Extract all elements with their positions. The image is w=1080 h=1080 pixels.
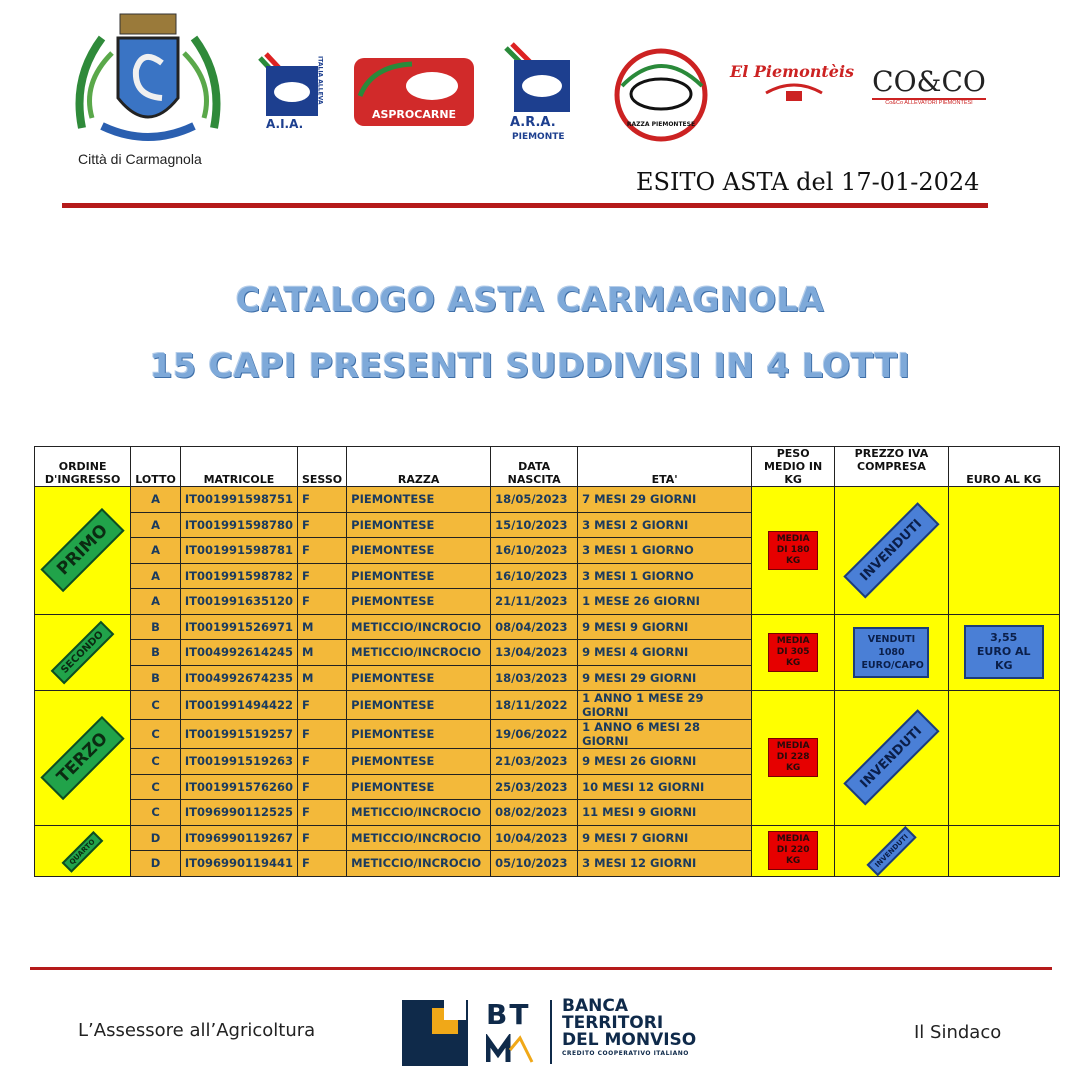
ara-logo [500,42,584,142]
bank-icon [402,1000,468,1066]
eta-cell: 1 ANNO 6 MESI 28 GIORNI [578,720,752,749]
matricola-cell: IT096990119267 [180,825,297,851]
lotto-cell: C [131,749,181,775]
eta-cell: 9 MESI 9 GIORNI [578,614,752,640]
razza-cell: PIEMONTESE [347,720,491,749]
coco-logo [872,66,986,118]
matricola-cell: IT001991519257 [180,720,297,749]
matricola-cell: IT001991576260 [180,774,297,800]
asprocarne-logo [352,56,476,128]
sesso-cell: F [298,538,347,564]
el-piemonteis-logo [730,62,856,110]
prezzo-badge: INVENDUTI [866,826,916,876]
ara-region: PIEMONTE [512,132,565,142]
bank-line3: DEL MONVISO [562,1030,697,1050]
auction-table [34,446,1060,877]
razza-cell: PIEMONTESE [347,774,491,800]
data-nascita-cell: 21/11/2023 [491,589,578,615]
data-nascita-cell: 16/10/2023 [491,538,578,564]
lotto-cell: B [131,614,181,640]
peso-badge: MEDIA DI 305 KG [768,633,818,672]
euro-kg-cell [948,825,1059,876]
sesso-cell: F [298,774,347,800]
footer-rule [30,967,1052,970]
lotto-cell: B [131,640,181,666]
razza-cell: PIEMONTESE [347,563,491,589]
bank-line1: BANCA [562,996,628,1016]
header-eta: ETA' [578,447,752,487]
aia-label: A.I.A. [266,117,304,131]
sesso-cell: M [298,640,347,666]
peso-cell [752,614,835,691]
sesso-cell: F [298,487,347,513]
sesso-cell: F [298,563,347,589]
eta-cell: 9 MESI 26 GIORNI [578,749,752,775]
catalog-title: CATALOGO ASTA CARMAGNOLA [235,280,825,319]
asprocarne-label: ASPROCARNE [371,108,457,121]
lotto-cell: A [131,512,181,538]
peso-cell [752,825,835,876]
lotto-cell: C [131,800,181,826]
lotto-cell: A [131,487,181,513]
eta-cell: 9 MESI 29 GIORNI [578,665,752,691]
bank-sub: CREDITO COOPERATIVO ITALIANO [562,1050,689,1057]
header-euro-kg: EURO AL KG [948,447,1059,487]
sesso-cell: F [298,749,347,775]
ordine-cell [35,825,131,876]
eta-cell: 9 MESI 4 GIORNI [578,640,752,666]
prezzo-cell [835,691,949,826]
data-nascita-cell: 08/02/2023 [491,800,578,826]
eta-cell: 1 MESE 26 GIORNI [578,589,752,615]
razza-cell: METICCIO/INCROCIO [347,614,491,640]
ordine-cell [35,691,131,826]
lotto-cell: A [131,589,181,615]
matricola-cell: IT001991598781 [180,538,297,564]
euro-kg-badge: 3,55 EURO AL KG [964,625,1044,679]
bank-line2: TERRITORI [562,1013,664,1033]
matricola-cell: IT001991494422 [180,691,297,720]
sesso-cell: F [298,589,347,615]
header-matricole: MATRICOLE [180,447,297,487]
ordine-badge: QUARTO [62,831,103,872]
lotto-cell: D [131,851,181,877]
header-sesso: SESSO [298,447,347,487]
data-nascita-cell: 18/05/2023 [491,487,578,513]
matricola-cell: IT001991598782 [180,563,297,589]
razza-cell: METICCIO/INCROCIO [347,640,491,666]
sesso-cell: M [298,665,347,691]
bank-m-icon [486,1034,536,1064]
prezzo-cell [835,825,949,876]
lotto-cell: C [131,774,181,800]
header-ordine: ORDINE D'INGRESSO [35,447,131,487]
data-nascita-cell: 13/04/2023 [491,640,578,666]
eta-cell: 7 MESI 29 GIORNI [578,487,752,513]
sesso-cell: M [298,614,347,640]
matricola-cell: IT096990119441 [180,851,297,877]
sindaco-label: Il Sindaco [914,1022,1002,1043]
table-row [35,691,1060,720]
matricola-cell: IT001991526971 [180,614,297,640]
matricola-cell: IT004992674235 [180,665,297,691]
peso-cell [752,691,835,826]
razza-cell: METICCIO/INCROCIO [347,800,491,826]
prezzo-badge: VENDUTI 1080 EURO/CAPO [853,627,929,678]
razza-cell: PIEMONTESE [347,749,491,775]
header-rule [62,203,988,208]
coco-mark: CO&CO [872,65,986,98]
data-nascita-cell: 15/10/2023 [491,512,578,538]
eta-cell: 10 MESI 12 GIORNI [578,774,752,800]
lotto-cell: A [131,563,181,589]
table-body [35,487,1060,877]
euro-kg-cell [948,487,1059,615]
razza-cell: PIEMONTESE [347,691,491,720]
peso-cell [752,487,835,615]
prezzo-cell [835,614,949,691]
data-nascita-cell: 25/03/2023 [491,774,578,800]
peso-badge: MEDIA DI 220 KG [768,831,818,870]
header-peso: PESO MEDIO IN KG [752,447,835,487]
data-nascita-cell: 19/06/2022 [491,720,578,749]
eta-cell: 9 MESI 7 GIORNI [578,825,752,851]
assessore-label: L’Assessore all’Agricoltura [78,1020,316,1041]
table-row [35,825,1060,851]
sesso-cell: F [298,691,347,720]
razza-cell: PIEMONTESE [347,487,491,513]
razza-cell: METICCIO/INCROCIO [347,825,491,851]
sesso-cell: F [298,720,347,749]
ordine-cell [35,487,131,615]
sesso-cell: F [298,851,347,877]
table-row [35,487,1060,513]
header-lotto: LOTTO [131,447,181,487]
euro-kg-cell [948,691,1059,826]
razza-cell: PIEMONTESE [347,589,491,615]
coco-sub: Co&Co ALLEVATORI PIEMONTESI [885,100,973,106]
ordine-badge: SECONDO [51,620,115,684]
sesso-cell: F [298,512,347,538]
razza-cell: PIEMONTESE [347,512,491,538]
ordine-badge: TERZO [41,716,125,800]
eta-cell: 3 MESI 12 GIORNI [578,851,752,877]
matricola-cell: IT096990112525 [180,800,297,826]
prezzo-badge: INVENDUTI [843,710,939,806]
data-nascita-cell: 05/10/2023 [491,851,578,877]
euro-kg-cell [948,614,1059,691]
ordine-cell [35,614,131,691]
matricola-cell: IT004992614245 [180,640,297,666]
bank-logo [402,998,708,1070]
data-nascita-cell: 08/04/2023 [491,614,578,640]
data-nascita-cell: 18/03/2023 [491,665,578,691]
matricola-cell: IT001991598780 [180,512,297,538]
lotto-cell: D [131,825,181,851]
carmagnola-coat-of-arms [62,8,234,148]
eta-cell: 3 MESI 2 GIORNI [578,512,752,538]
razza-label: RAZZA PIEMONTESE [626,121,696,128]
razza-cell: PIEMONTESE [347,538,491,564]
lotto-cell: B [131,665,181,691]
piemonteis-label: El Piemontèis [730,62,855,81]
bank-mark: BT [486,998,531,1031]
header-data-nascita: DATA NASCITA [491,447,578,487]
prezzo-badge: INVENDUTI [843,502,939,598]
peso-badge: MEDIA DI 228 KG [768,738,818,777]
table-header-row [35,447,1060,487]
ordine-badge: PRIMO [40,508,124,592]
aia-logo [258,48,336,132]
eta-cell: 1 ANNO 1 MESE 29 GIORNI [578,691,752,720]
header-razza: RAZZA [347,447,491,487]
data-nascita-cell: 18/11/2022 [491,691,578,720]
table-row [35,614,1060,640]
eta-cell: 3 MESI 1 GIORNO [578,538,752,564]
data-nascita-cell: 21/03/2023 [491,749,578,775]
lotto-cell: C [131,720,181,749]
aia-vertical-text: ITALIA ALLEVA [316,56,324,105]
prezzo-cell [835,487,949,615]
data-nascita-cell: 10/04/2023 [491,825,578,851]
sesso-cell: F [298,800,347,826]
header-prezzo: PREZZO IVA COMPRESA [835,447,949,487]
esito-date: ESITO ASTA del 17-01-2024 [636,168,980,196]
matricola-cell: IT001991598751 [180,487,297,513]
razza-cell: PIEMONTESE [347,665,491,691]
city-name: Città di Carmagnola [78,151,202,167]
matricola-cell: IT001991519263 [180,749,297,775]
matricola-cell: IT001991635120 [180,589,297,615]
sesso-cell: F [298,825,347,851]
data-nascita-cell: 16/10/2023 [491,563,578,589]
peso-badge: MEDIA DI 180 KG [768,531,818,570]
eta-cell: 11 MESI 9 GIORNI [578,800,752,826]
razza-piemontese-logo [610,46,712,144]
lotto-cell: C [131,691,181,720]
razza-cell: METICCIO/INCROCIO [347,851,491,877]
lotto-cell: A [131,538,181,564]
catalog-subtitle: 15 CAPI PRESENTI SUDDIVISI IN 4 LOTTI [149,346,911,385]
ara-label: A.R.A. [510,115,556,130]
eta-cell: 3 MESI 1 GIORNO [578,563,752,589]
